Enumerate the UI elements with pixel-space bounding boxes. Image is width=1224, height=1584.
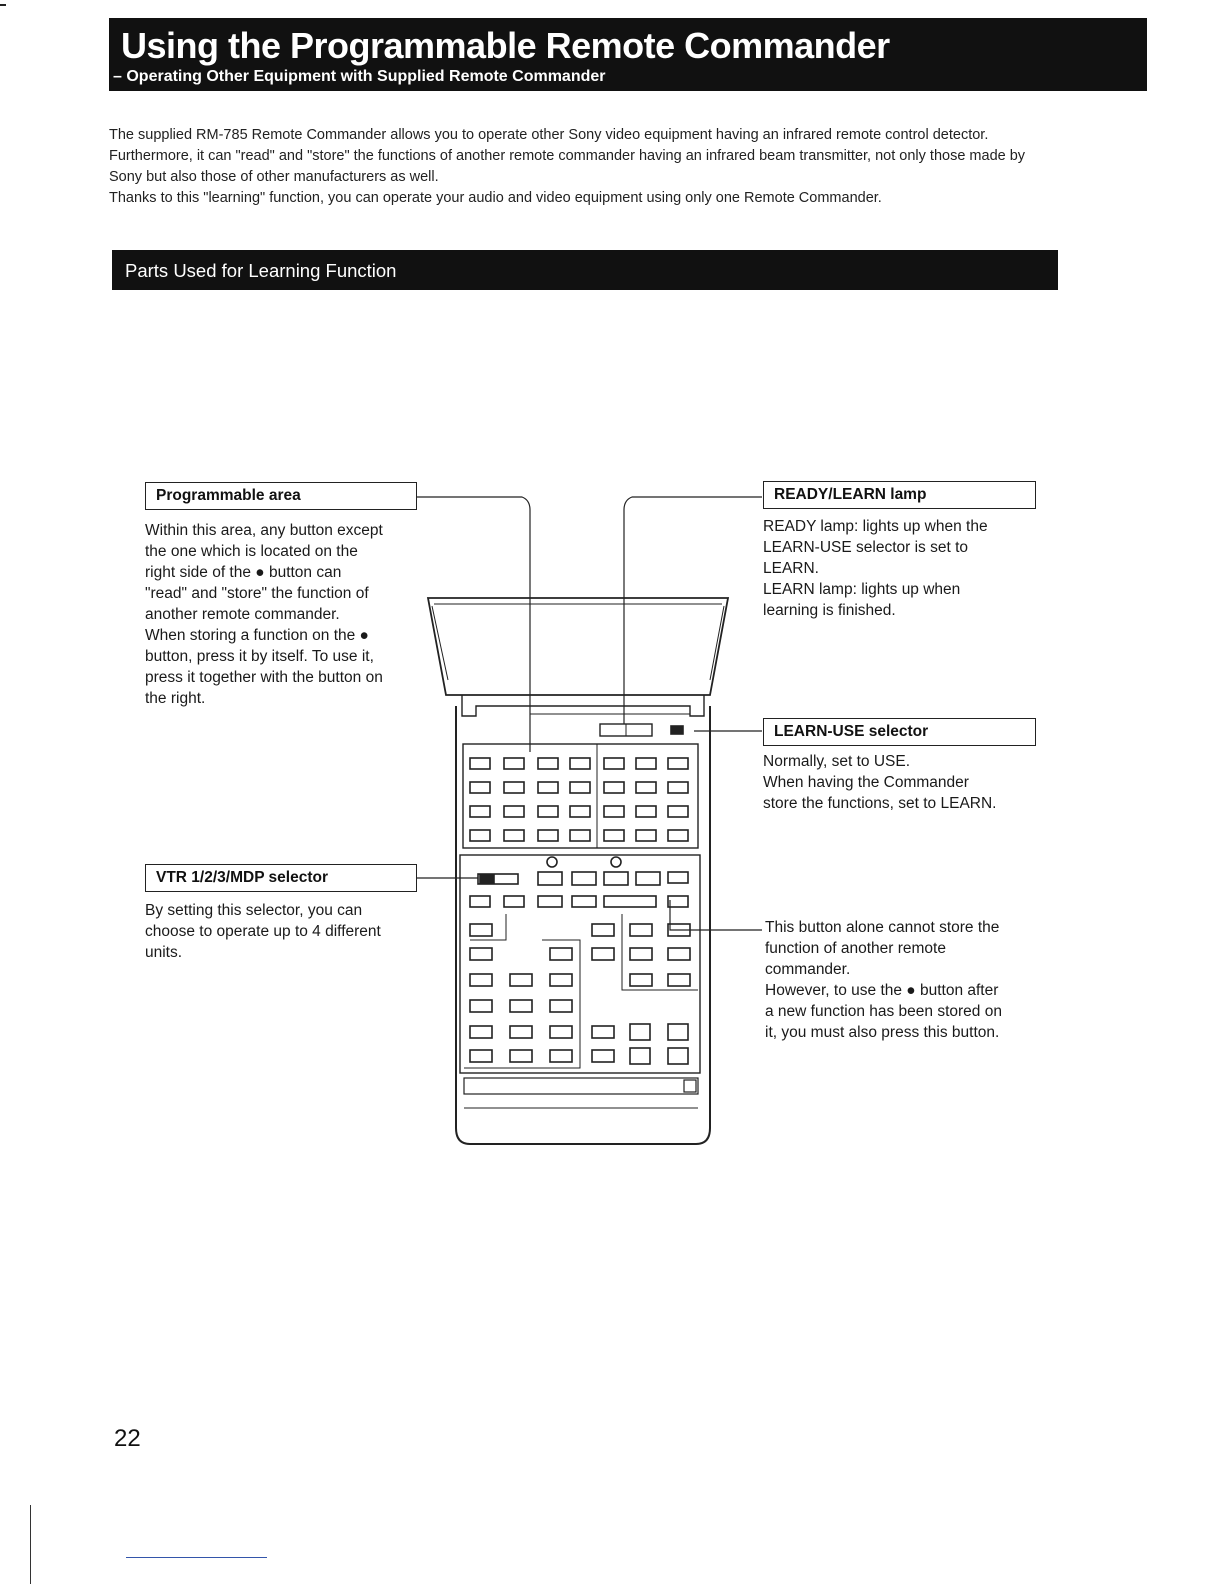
note-line: store the functions, set to LEARN.	[763, 795, 997, 812]
vtr-selector-description	[145, 900, 420, 963]
note-line: By setting this selector, you can	[145, 902, 363, 919]
page-number: 22	[114, 1425, 141, 1452]
note-line: commander.	[765, 961, 851, 978]
transport-buttons	[470, 857, 688, 907]
learn-use-selector-title: LEARN-USE selector	[774, 723, 929, 740]
programmable-buttons	[470, 758, 688, 841]
vtr-selector-title: VTR 1/2/3/MDP selector	[156, 869, 329, 886]
special-button-description	[765, 917, 1055, 1043]
note-line: units.	[145, 944, 183, 961]
programmable-area-description	[145, 520, 420, 709]
note-line: LEARN lamp: lights up when	[763, 581, 961, 598]
section-title: Parts Used for Learning Function	[125, 260, 397, 281]
note-line: right side of the ● button can	[145, 564, 342, 581]
programmable-area-frame	[463, 744, 698, 848]
note-line: LEARN.	[763, 560, 819, 577]
margin-rule	[30, 1505, 31, 1584]
note-line: Normally, set to USE.	[763, 753, 911, 770]
note-line: When storing a function on the ●	[145, 627, 369, 644]
learn-use-selector-shape	[671, 726, 683, 734]
remote-lid	[428, 598, 728, 695]
learn-use-selector-label	[763, 718, 1036, 746]
note-line: Within this area, any button except	[145, 522, 383, 539]
footer-rule	[126, 1557, 267, 1558]
note-line: another remote commander.	[145, 606, 340, 623]
note-line: press it together with the button on	[145, 669, 383, 686]
note-line: a new function has been stored on	[765, 1003, 1002, 1020]
intro-paragraph: The supplied RM-785 Remote Commander allows you to operate other Sony video equipment having an infrared remote control detector. Furthermore, it can "read" and "store" the functions of another remote commander having an infrared beam transmitter, not only those made by Sony but also those of other manufacturers as well.	[109, 127, 1026, 185]
page-title: Using the Programmable Remote Commander	[121, 25, 890, 66]
note-line: LEARN-USE selector is set to	[763, 539, 969, 556]
intro-paragraph: Thanks to this "learning" function, you can operate your audio and video equipment using only one Remote Commander.	[109, 190, 882, 206]
note-line: learning is finished.	[763, 602, 896, 619]
page-subtitle: – Operating Other Equipment with Supplied Remote Commander	[113, 68, 606, 85]
note-line: When having the Commander	[763, 774, 969, 791]
note-line: button, press it by itself. To use it,	[145, 648, 374, 665]
note-line: "read" and "store" the function of	[145, 585, 369, 602]
programmable-area-title: Programmable area	[156, 487, 301, 504]
note-line: the one which is located on the	[145, 543, 358, 560]
note-line: the right.	[145, 690, 206, 707]
note-line: it, you must also press this button.	[765, 1024, 1000, 1041]
remote-hinge	[462, 695, 704, 716]
note-line: READY lamp: lights up when the	[763, 518, 988, 535]
note-line: function of another remote	[765, 940, 946, 957]
vtr-selector-label	[145, 864, 417, 892]
note-line: choose to operate up to 4 different	[145, 923, 381, 940]
note-line: This button alone cannot store the	[765, 919, 1000, 936]
learn-use-selector-description	[763, 751, 1053, 814]
ready-learn-lamp-label	[763, 481, 1036, 509]
ready-learn-lamp-description	[763, 516, 1053, 621]
note-line: However, to use the ● button after	[765, 982, 999, 999]
ready-learn-lamp-title: READY/LEARN lamp	[774, 486, 927, 503]
programmable-area-label	[145, 482, 417, 510]
